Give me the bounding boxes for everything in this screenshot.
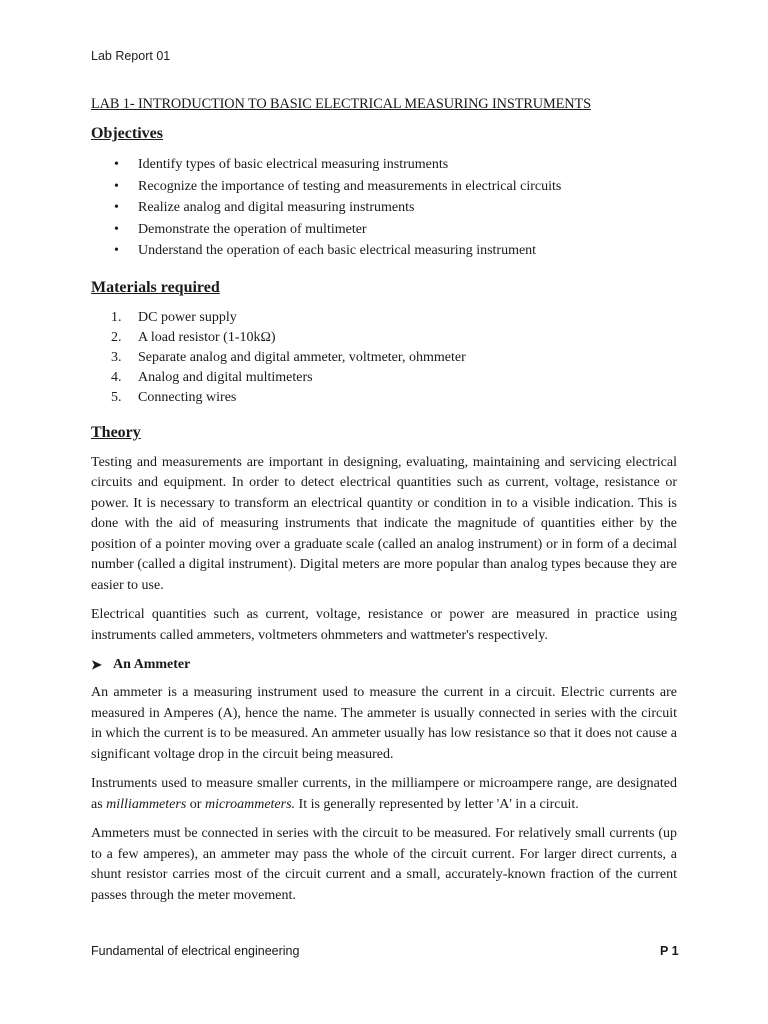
item-number: 2. — [111, 329, 122, 345]
page-number: P 1 — [660, 944, 679, 958]
text-run: or — [186, 796, 205, 812]
emphasis-microammeters: microammeters. — [204, 796, 296, 812]
ammeter-paragraph-2 — [91, 774, 677, 815]
list-item: • Identify types of basic electrical measuring instruments — [91, 154, 677, 176]
item-text: DC power supply — [138, 309, 237, 325]
list-item — [91, 368, 677, 388]
footer-title: Fundamental of electrical engineering — [91, 944, 300, 958]
ammeter-heading-text: An Ammeter — [113, 657, 191, 672]
page-content — [91, 94, 677, 915]
list-item — [91, 388, 677, 408]
arrow-bullet-icon: ➤ — [91, 657, 102, 672]
item-number: 3. — [111, 349, 122, 365]
list-item — [91, 328, 677, 348]
item-number: 5. — [111, 389, 122, 405]
theory-paragraph-2: Electrical quantities such as current, voltage, resistance or power are measured in practice using instruments called ammeters, voltmeters ohmmeters and wattmeter's respectively. — [91, 607, 677, 643]
objectives-heading: Objectives — [91, 125, 163, 142]
item-text: Separate analog and digital ammeter, voltmeter, ohmmeter — [138, 349, 466, 365]
text-run: Instruments used to measure smaller currents, in the milliampere or microampere range, are designated as — [91, 776, 677, 812]
objectives-list — [91, 154, 677, 262]
materials-heading: Materials required — [91, 278, 220, 296]
document-title: LAB 1- INTRODUCTION TO BASIC ELECTRICAL MEASURING INSTRUMENTS — [91, 96, 591, 112]
running-header: Lab Report 01 — [91, 49, 171, 63]
item-text: Analog and digital multimeters — [138, 369, 313, 385]
list-item — [91, 308, 677, 328]
materials-list — [91, 308, 677, 408]
list-item: • Recognize the importance of testing and measurements in electrical circuits — [91, 176, 677, 198]
list-item: • Demonstrate the operation of multimeter — [91, 219, 677, 241]
list-item: • Realize analog and digital measuring instruments — [91, 197, 677, 219]
list-item — [91, 348, 677, 368]
emphasis-milliammeters: milliammeters — [106, 796, 187, 812]
ammeter-paragraph-1: An ammeter is a measuring instrument used to measure the current in a circuit. Electric currents are measured in Amperes (A), hence the name. The ammeter is usually connected in series with the circuit in which the current is to be measured. An ammeter usually has low resistance so that it does not cause a significant voltage drop in the circuit being measured. — [91, 685, 677, 762]
item-text: A load resistor (1-10kΩ) — [138, 329, 276, 345]
theory-heading: Theory — [91, 423, 141, 441]
list-item: • Understand the operation of each basic electrical measuring instrument — [91, 240, 677, 262]
ammeter-paragraph-3: Ammeters must be connected in series with the circuit to be measured. For relatively small currents (up to a few amperes), an ammeter may pass the whole of the circuit current. For larger direct currents, a shunt resistor carries most of the circuit current and a small, accurately-known fraction of the current passes through the meter movement. — [91, 826, 677, 903]
ammeter-subheading — [91, 655, 677, 675]
item-text: Connecting wires — [138, 389, 237, 405]
theory-paragraph-1: Testing and measurements are important in designing, evaluating, maintaining and servicing electrical circuits and equipment. In order to detect electrical quantities such as current, voltage, resistance or power. It is necessary to transform an electrical quantity or condition in to a visible indication. This is done with the aid of measuring instruments that indicate the magnitude of quantities either by the position of a pointer moving over a graduate scale (called an analog instrument) or in form of a decimal number (called a digital instrument). Digital meters are more popular than analog types because they are easier to use. — [91, 454, 677, 593]
item-number: 1. — [111, 309, 122, 325]
item-number: 4. — [111, 369, 122, 385]
text-run: It is generally represented by letter 'A' in a circuit. — [295, 796, 579, 812]
